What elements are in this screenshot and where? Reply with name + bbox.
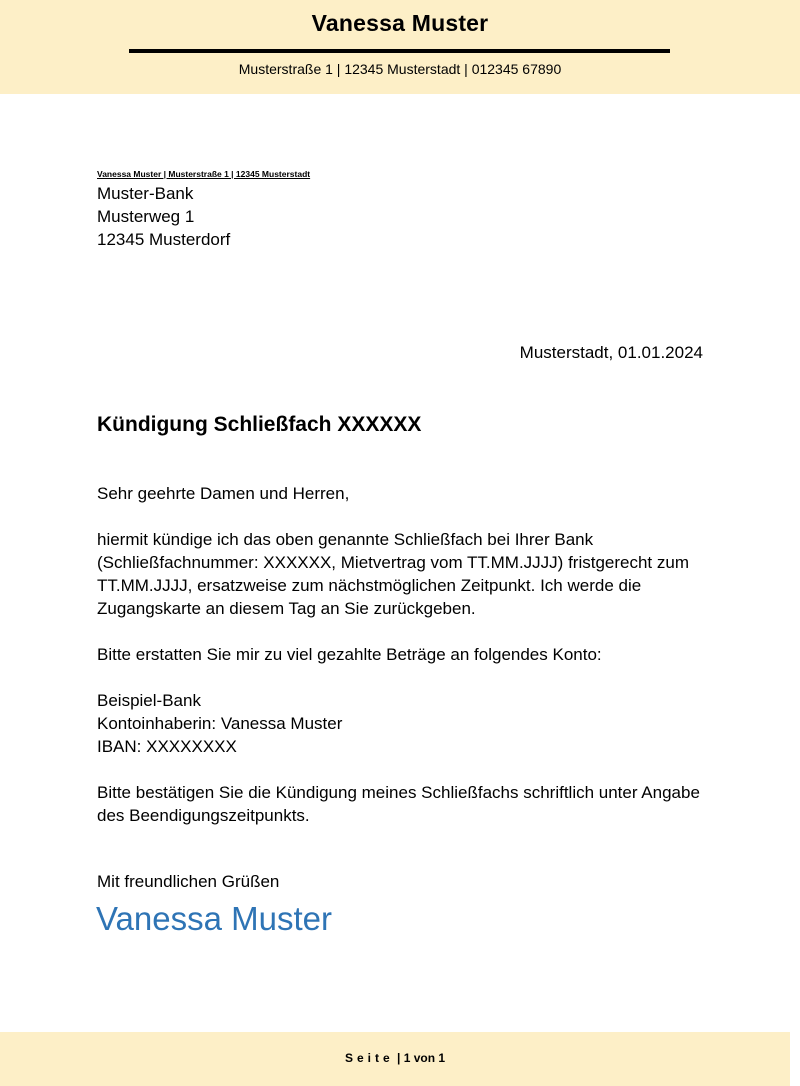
page-separator: | <box>396 1051 404 1065</box>
paragraph-line: des Beendigungszeitpunkts. <box>97 806 310 825</box>
paragraph-line: hiermit kündige ich das oben genannte Schließfach bei Ihrer Bank <box>97 530 594 549</box>
recipient-street: Musterweg 1 <box>97 207 195 226</box>
letter-subject: Kündigung Schließfach XXXXXX <box>97 413 422 436</box>
recipient-address <box>97 182 230 251</box>
letterhead-rule <box>129 49 670 53</box>
letter-body <box>97 482 712 850</box>
signature: Vanessa Muster <box>96 900 332 937</box>
account-bank: Beispiel-Bank <box>97 691 201 710</box>
paragraph-refund: Bitte erstatten Sie mir zu viel gezahlte Beträge an folgendes Konto: <box>97 645 602 664</box>
salutation: Sehr geehrte Damen und Herren, <box>97 484 350 503</box>
paragraph-line: Zugangskarte an diesem Tag an Sie zurückgeben. <box>97 599 476 618</box>
page-number: 1 von 1 <box>403 1051 446 1065</box>
sender-return-line: Vanessa Muster | Musterstraße 1 | 12345 Musterstadt <box>97 169 311 179</box>
account-details <box>97 689 712 758</box>
letterhead-band <box>0 0 800 94</box>
closing-phrase: Mit freundlichen Grüßen <box>97 872 280 891</box>
page-label: Seite <box>344 1051 394 1065</box>
account-iban: IBAN: XXXXXXXX <box>97 737 237 756</box>
letterhead-contact: Musterstraße 1 | 12345 Musterstadt | 012345 67890 <box>238 61 562 77</box>
paragraph-line: (Schließfachnummer: XXXXXX, Mietvertrag vom TT.MM.JJJJ) fristgerecht zum <box>97 553 689 572</box>
paragraph-confirmation <box>97 781 712 827</box>
paragraph-termination <box>97 528 712 620</box>
recipient-city: 12345 Musterdorf <box>97 230 231 249</box>
page-footer <box>0 1051 790 1065</box>
letterhead-name: Vanessa Muster <box>311 10 489 36</box>
paragraph-line: TT.MM.JJJJ, ersatzweise zum nächstmöglichen Zeitpunkt. Ich werde die <box>97 576 642 595</box>
recipient-name: Muster-Bank <box>97 184 194 203</box>
paragraph-line: Bitte bestätigen Sie die Kündigung meines Schließfachs schriftlich unter Angabe <box>97 783 700 802</box>
account-holder: Kontoinhaberin: Vanessa Muster <box>97 714 343 733</box>
letter-date: Musterstadt, 01.01.2024 <box>519 343 703 362</box>
